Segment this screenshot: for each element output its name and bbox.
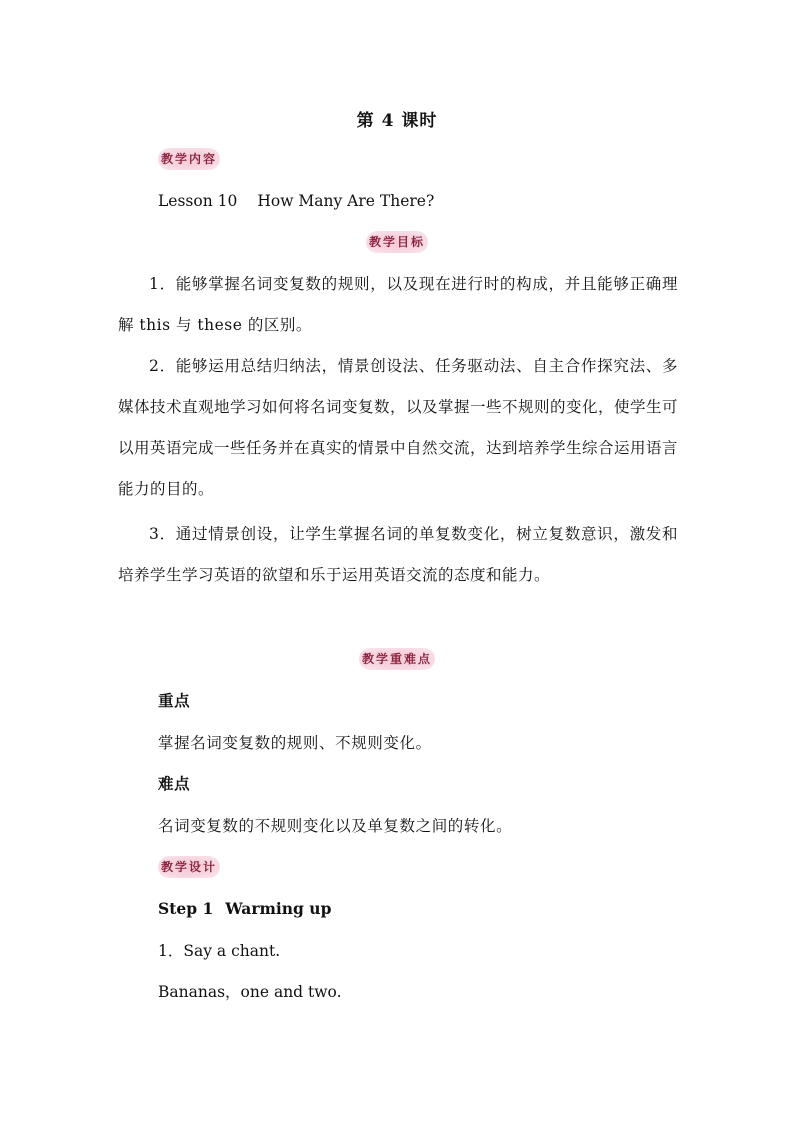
step-name: Warming up — [225, 899, 332, 918]
lesson-number: Lesson 10 — [158, 192, 238, 210]
difficult-point-text: 名词变复数的不规则变化以及单复数之间的转化。 — [158, 817, 513, 835]
goal-paragraph-1: 1．能够掌握名词变复数的规则，以及现在进行时的构成，并且能够正确理解 this 与 these 的区别。 — [118, 275, 678, 334]
section-badge-design — [158, 856, 220, 878]
lesson-title — [158, 190, 434, 212]
badge-label: 教学内容 — [158, 148, 220, 170]
badge-label: 教学设计 — [158, 856, 220, 878]
section-badge-content — [158, 148, 220, 170]
key-point-label: 重点 — [158, 691, 191, 710]
key-point-text: 掌握名词变复数的规则、不规则变化。 — [158, 734, 432, 752]
page-title: 第 4 课时 — [356, 111, 438, 131]
difficult-point-label: 难点 — [158, 774, 191, 793]
step-number: Step 1 — [158, 899, 214, 918]
goal-paragraph-2: 2．能够运用总结归纳法，情景创设法、任务驱动法、自主合作探究法、多媒体技术直观地学习如何将名词变复数，以及掌握一些不规则的变化，使学生可以用英语完成一些任务并在真实的情景中自然交流，达到培养学生综合运用语言能力的目的。 — [118, 357, 679, 498]
chant-line: Bananas，one and two. — [158, 983, 342, 1001]
section-badge-keypoints — [0, 648, 794, 670]
step-heading — [158, 898, 331, 920]
step-item-1: 1．Say a chant. — [158, 942, 281, 960]
badge-label: 教学目标 — [366, 231, 428, 253]
badge-label: 教学重难点 — [359, 648, 435, 670]
section-badge-goals — [0, 231, 794, 253]
lesson-name: How Many Are There? — [257, 192, 435, 210]
goal-paragraph-3: 3．通过情景创设，让学生掌握名词的单复数变化，树立复数意识，激发和培养学生学习英语的欲望和乐于运用英语交流的态度和能力。 — [118, 525, 678, 584]
